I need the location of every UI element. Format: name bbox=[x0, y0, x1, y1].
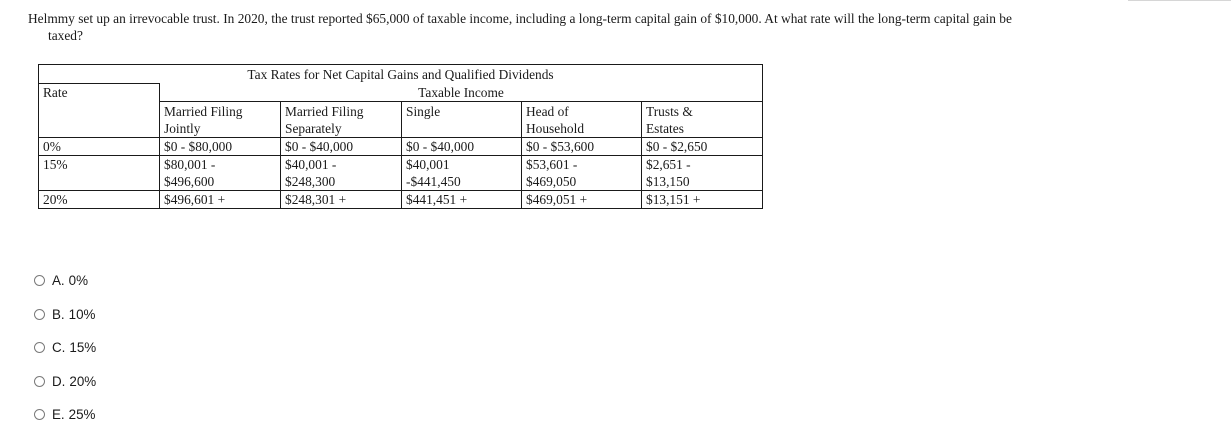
option-text: 25% bbox=[68, 407, 96, 423]
table-cell: $0 - $80,000 bbox=[160, 137, 281, 155]
table-cell: $80,001 - $496,600 bbox=[160, 155, 281, 190]
table-cell: $248,301 + bbox=[281, 190, 402, 208]
option-text: 10% bbox=[68, 306, 96, 322]
option-a[interactable] bbox=[34, 264, 96, 298]
table-row bbox=[39, 190, 763, 208]
top-right-border bbox=[1128, 0, 1231, 1]
option-e[interactable] bbox=[34, 398, 96, 432]
answer-options bbox=[34, 264, 96, 432]
radio-button[interactable] bbox=[34, 309, 45, 320]
table-row bbox=[39, 155, 763, 190]
table-cell: $2,651 - $13,150 bbox=[642, 155, 763, 190]
option-b[interactable] bbox=[34, 298, 96, 332]
table-row bbox=[39, 137, 763, 155]
radio-button[interactable] bbox=[34, 409, 45, 420]
taxable-income-header: Taxable Income bbox=[160, 84, 763, 102]
question-text bbox=[28, 10, 1218, 44]
table-cell: $496,601 + bbox=[160, 190, 281, 208]
option-d[interactable] bbox=[34, 365, 96, 399]
rate-header: Rate bbox=[39, 84, 160, 138]
table-cell: $40,001 - $248,300 bbox=[281, 155, 402, 190]
table-cell: $13,151 + bbox=[642, 190, 763, 208]
radio-button[interactable] bbox=[34, 376, 45, 387]
rate-cell: 20% bbox=[39, 190, 160, 208]
option-letter: C. bbox=[52, 340, 66, 356]
column-header: Married Filing Separately bbox=[281, 101, 402, 137]
table-cell: $40,001 -$441,450 bbox=[402, 155, 522, 190]
table-title: Tax Rates for Net Capital Gains and Qualified Dividends bbox=[39, 65, 763, 84]
option-letter: E. bbox=[52, 407, 65, 423]
table-cell: $0 - $2,650 bbox=[642, 137, 763, 155]
table-cell: $441,451 + bbox=[402, 190, 522, 208]
question-line-1: Helmmy set up an irrevocable trust. In 2020, the trust reported $65,000 of taxable income, including a long-term capital gain of $10,000. At what rate will the long-term capital gain be bbox=[28, 11, 1012, 26]
option-text: 15% bbox=[69, 340, 97, 356]
table-cell: $0 - $53,600 bbox=[522, 137, 642, 155]
option-text: 0% bbox=[68, 273, 89, 289]
column-header: Single bbox=[402, 101, 522, 137]
column-header: Trusts & Estates bbox=[642, 101, 763, 137]
option-letter: A. bbox=[52, 273, 65, 289]
radio-button[interactable] bbox=[34, 275, 45, 286]
question-line-2: taxed? bbox=[48, 28, 83, 43]
rate-cell: 0% bbox=[39, 137, 160, 155]
column-header: Head of Household bbox=[522, 101, 642, 137]
table-cell: $469,051 + bbox=[522, 190, 642, 208]
table-cell: $0 - $40,000 bbox=[402, 137, 522, 155]
tax-rates-table bbox=[38, 64, 763, 209]
option-c[interactable] bbox=[34, 331, 96, 365]
table-cell: $53,601 - $469,050 bbox=[522, 155, 642, 190]
radio-button[interactable] bbox=[34, 342, 45, 353]
table-cell: $0 - $40,000 bbox=[281, 137, 402, 155]
rate-cell: 15% bbox=[39, 155, 160, 190]
option-text: 20% bbox=[69, 373, 97, 389]
column-header: Married Filing Jointly bbox=[160, 101, 281, 137]
option-letter: B. bbox=[52, 306, 65, 322]
option-letter: D. bbox=[52, 373, 66, 389]
